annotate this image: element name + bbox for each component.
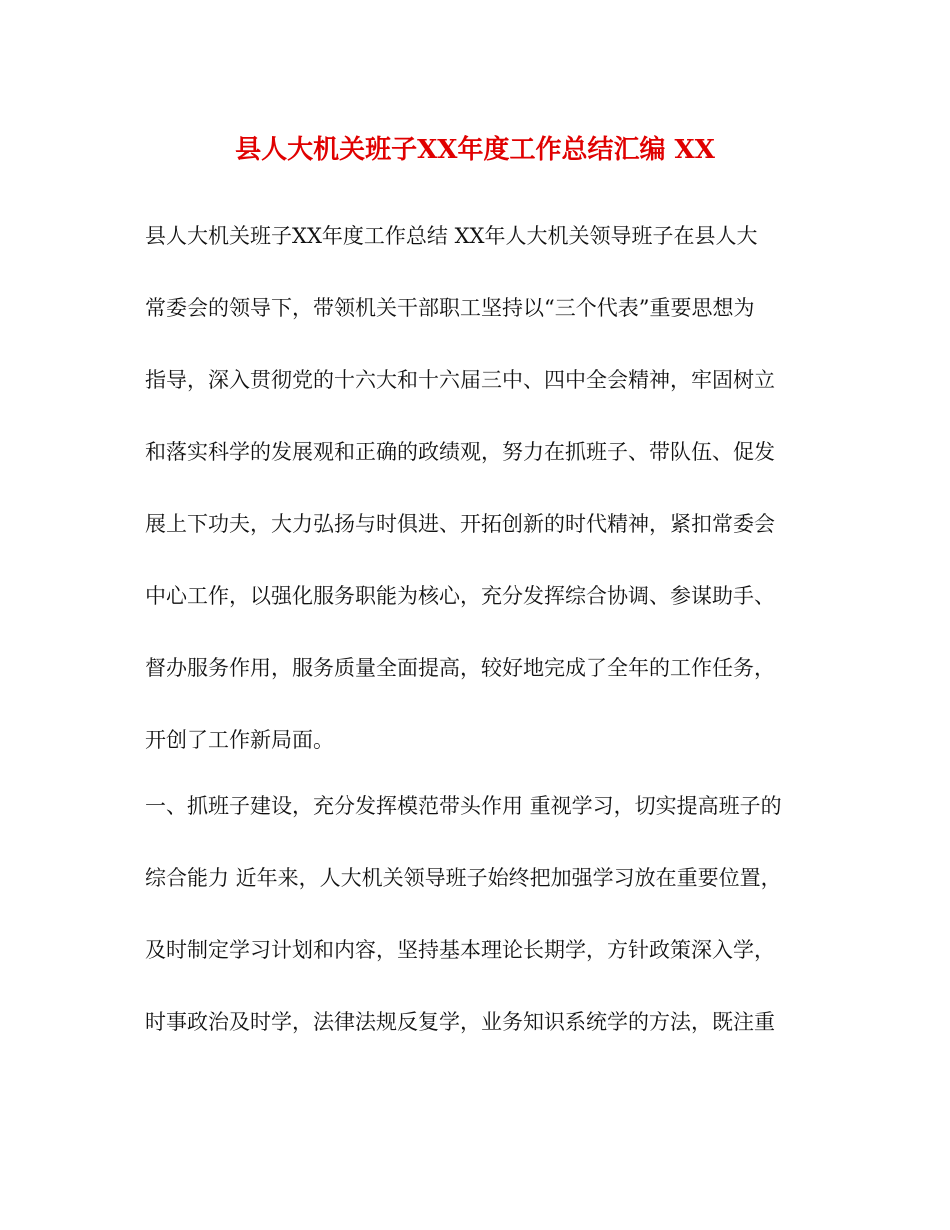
body-line: 中心工作，以强化服务职能为核心，充分发挥综合协调、参谋助手、 <box>145 584 775 608</box>
body-line: 常委会的领导下，带领机关干部职工坚持以“三个代表”重要思想为 <box>145 296 755 320</box>
document-title: 县人大机关班子XX年度工作总结汇编 XX <box>235 135 715 165</box>
body-line: 督办服务作用，服务质量全面提高，较好地完成了全年的工作任务， <box>145 656 775 680</box>
body-line: 及时制定学习计划和内容，坚持基本理论长期学，方针政策深入学， <box>145 938 775 962</box>
body-line: 综合能力 近年来，人大机关领导班子始终把加强学习放在重要位置， <box>145 866 782 890</box>
body-line: 开创了工作新局面。 <box>145 728 334 752</box>
body-line: 时事政治及时学，法律法规反复学，业务知识系统学的方法，既注重 <box>145 1010 775 1034</box>
body-line: 展上下功夫，大力弘扬与时俱进、开拓创新的时代精神，紧扣常委会 <box>145 512 775 536</box>
body-line: 指导，深入贯彻党的十六大和十六届三中、四中全会精神，牢固树立 <box>145 368 775 392</box>
body-line: 县人大机关班子XX年度工作总结 XX年人大机关领导班子在县人大 <box>145 224 758 248</box>
body-line: 一、抓班子建设，充分发挥模范带头作用 重视学习，切实提高班子的 <box>145 794 782 818</box>
body-line: 和落实科学的发展观和正确的政绩观，努力在抓班子、带队伍、促发 <box>145 440 775 464</box>
